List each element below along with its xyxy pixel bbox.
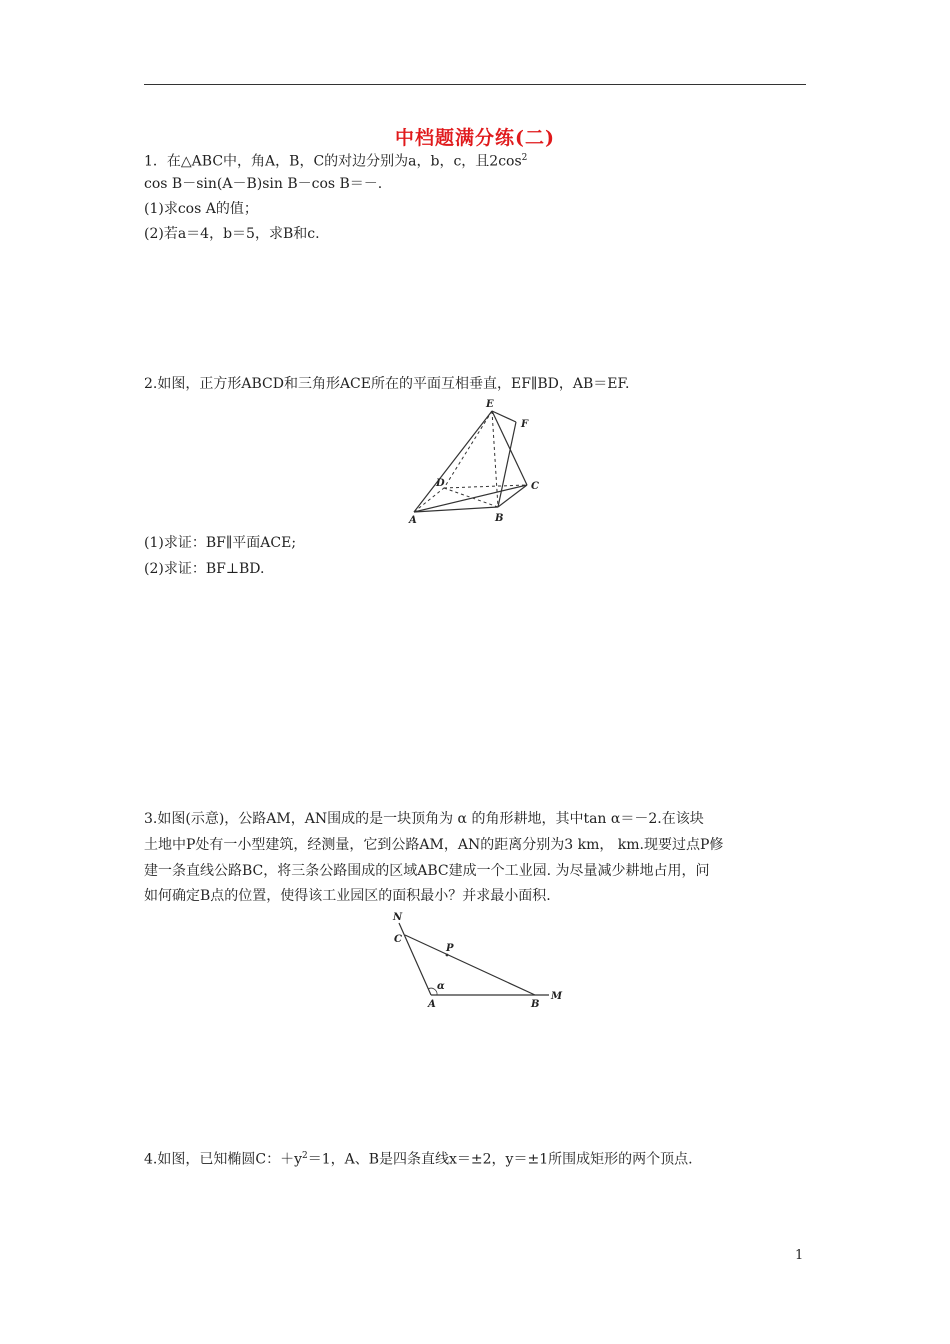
q2-solid-figure (400, 395, 560, 530)
q4-stem (144, 1146, 693, 1170)
label-d: D (436, 478, 445, 489)
road-bc (405, 935, 535, 995)
page-title: 中档题满分练(二) (395, 127, 555, 149)
label-m: M (551, 991, 563, 1002)
q3-line3: 建一条直线公路BC，将三条公路围成的区域ABC建成一个工业园. 为尽量减少耕地占用，问 (144, 863, 710, 879)
label-c: C (531, 481, 539, 492)
q1-line1 (144, 148, 527, 172)
q4-superscript: 2 (301, 1151, 308, 1161)
q3-line4: 如何确定B点的位置，使得该工业园区的面积最小？并求最小面积. (144, 888, 551, 904)
q1-part2: (2)若a＝4，b＝5，求B和c. (144, 226, 320, 242)
q1-line1-text: 1．在△ABC中，角A，B，C的对边分别为a，b，c，且2cos (144, 153, 522, 170)
q2-stem: 2.如图，正方形ABCD和三角形ACE所在的平面互相垂直，EF∥BD，AB＝EF. (144, 376, 630, 392)
edge-ae (414, 411, 492, 512)
q1-line2: cos B－sin(A－B)sin B－cos B＝－. (144, 176, 383, 192)
page-number: 1 (795, 1248, 804, 1263)
header-rule (144, 84, 806, 85)
label-n: N (393, 912, 403, 923)
label-c: C (394, 934, 402, 945)
label-e: E (486, 399, 494, 410)
edge-ed-hidden (444, 411, 492, 488)
q1-part1: (1)求cos A的值； (144, 201, 258, 217)
diag-bd (444, 488, 498, 507)
label-f: F (521, 419, 529, 430)
label-a: A (409, 515, 417, 526)
q3-line2: 土地中P处有一小型建筑，经测量，它到公路AM，AN的距离分别为3 km， km.现要过点P修 (144, 837, 724, 853)
q2-part1: (1)求证：BF∥平面ACE; (144, 535, 297, 551)
edge-ef (492, 411, 516, 422)
q2-part2: (2)求证：BF⊥BD. (144, 561, 265, 577)
q3-road-figure (385, 905, 570, 1015)
point-p (446, 954, 449, 957)
q1-superscript: 2 (521, 153, 528, 163)
q4-stem-pre: 4.如图，已知椭圆C：＋y (144, 1151, 302, 1168)
q3-line1: 3.如图(示意)，公路AM，AN围成的是一块顶角为 α 的角形耕地，其中tan α＝－2.在该块 (144, 811, 704, 827)
label-b: B (495, 513, 504, 524)
edge-bf (498, 422, 516, 507)
label-a: A (428, 999, 436, 1010)
q4-stem-post: ＝1，A、B是四条直线x＝±2，y＝±1所围成矩形的两个顶点. (307, 1151, 693, 1168)
label-p: P (446, 943, 454, 954)
road-an (399, 923, 431, 995)
label-b: B (531, 999, 540, 1010)
label-alpha: α (437, 981, 445, 992)
